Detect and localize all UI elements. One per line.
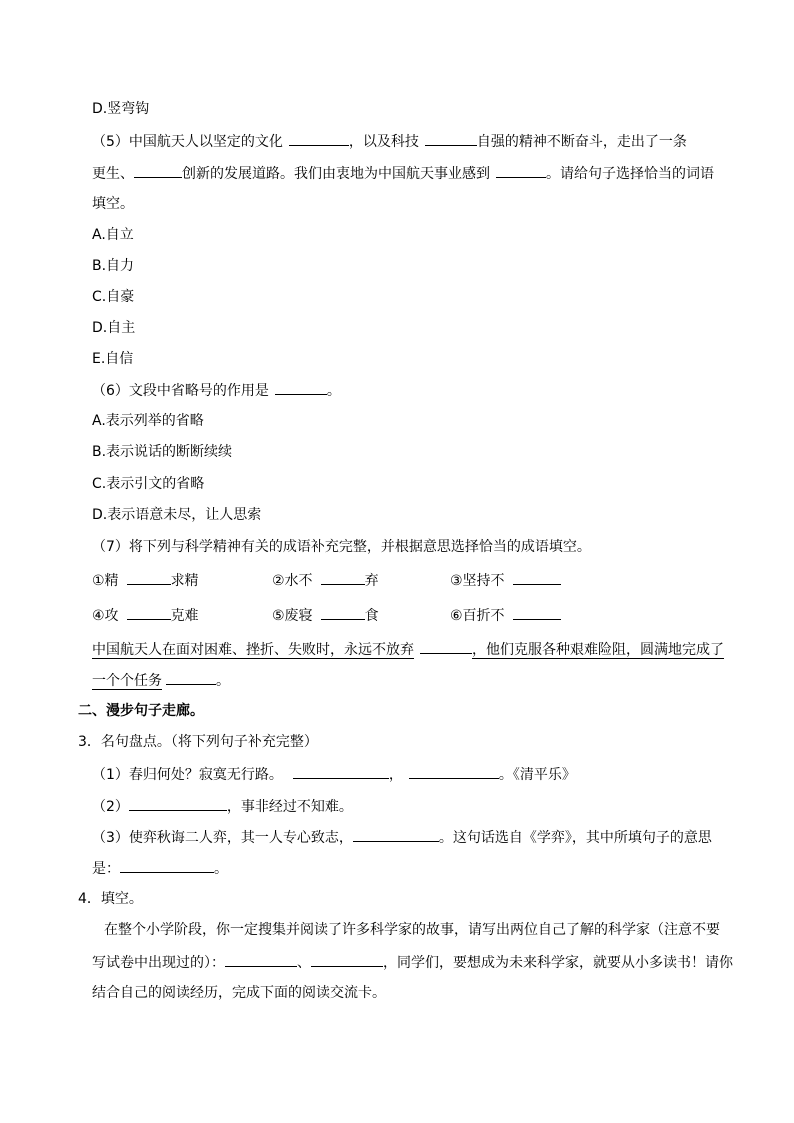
q5-option-a[interactable]: A.自立 (92, 227, 134, 243)
idiom-2-blank[interactable] (321, 570, 365, 585)
q3-line3 (92, 827, 712, 848)
q3-line2 (92, 796, 353, 817)
q3-title: 3．名句盘点。（将下列句子补充完整） (78, 734, 318, 750)
q4-text-c: ，同学们，要想成为未来科学家，就要从小多读书！请你 (383, 955, 733, 971)
q5-blank-4[interactable] (496, 163, 546, 178)
q7-sentence-line1 (92, 639, 724, 660)
q3-text-b: ， (388, 767, 403, 783)
idiom-3-a: ③坚持不 (450, 573, 505, 589)
q3-text-h: 是： (92, 861, 120, 877)
q5-text-a: （5）中国航天人以坚定的文化 (92, 134, 283, 150)
idiom-3-blank[interactable] (513, 570, 561, 585)
q5-option-b[interactable]: B.自力 (92, 258, 135, 274)
q4-blank-2[interactable] (311, 952, 383, 967)
q4-text-b: 、 (297, 955, 311, 971)
q3-text-f: （3）使弈秋诲二人弈，其一人专心致志， (92, 830, 353, 846)
q6-option-c[interactable]: C.表示引文的省略 (92, 476, 205, 492)
q4-text-a: 写试卷中出现过的）： (92, 955, 225, 971)
q5-option-c[interactable]: C.自豪 (92, 289, 135, 305)
idiom-4-a: ④攻 (92, 608, 119, 624)
q4-line3: 结合自己的阅读经历，完成下面的阅读交流卡。 (92, 985, 386, 1001)
q5-line2 (92, 163, 714, 184)
q6-option-d[interactable]: D.表示语意未尽，让人思索 (92, 507, 262, 523)
q5-text-c: 自强的精神不断奋斗，走出了一条 (476, 134, 687, 150)
idiom-4-blank[interactable] (127, 605, 171, 620)
q3-line4 (92, 858, 228, 879)
q3-text-i: 。 (214, 861, 228, 877)
section-2-title: 二、漫步句子走廊。 (78, 703, 204, 719)
q6-text-a: （6）文段中省略号的作用是 (92, 383, 269, 399)
q4-line2 (92, 952, 733, 973)
idiom-5-blank[interactable] (321, 605, 365, 620)
idiom-2-b: 弃 (364, 573, 379, 589)
q3-line1 (92, 764, 576, 785)
q7-blank-b[interactable] (166, 670, 216, 685)
q3-text-e: ，事非经过不知难。 (226, 799, 353, 815)
idiom-2 (272, 570, 379, 591)
q5-blank-2[interactable] (425, 131, 477, 146)
q5-text-b: ，以及科技 (348, 134, 419, 150)
q5-option-d[interactable]: D.自主 (92, 320, 136, 336)
q3-text-g: 。这句话选自《学弈》，其中所填句子的意思 (438, 830, 712, 846)
idiom-1 (92, 570, 199, 591)
q3-blank-2[interactable] (409, 764, 499, 779)
q5-text-e: 创新的发展道路。我们由衷地为中国航天事业感到 (182, 166, 490, 182)
q7-sentence-text-b: ，他们克服各种艰难险阻，圆满地完成了 (472, 642, 724, 658)
q7-sentence-text-d: 。 (216, 673, 230, 689)
q5-blank-1[interactable] (289, 131, 349, 146)
q3-blank-5[interactable] (120, 858, 214, 873)
q5-line3: 填空。 (92, 196, 134, 212)
q4-blank-1[interactable] (225, 952, 297, 967)
idiom-1-b: 求精 (170, 573, 199, 589)
q4-line1: 在整个小学阶段，你一定搜集并阅读了许多科学家的故事，请写出两位自己了解的科学家（注意不要 (104, 922, 720, 938)
q5-line1 (92, 131, 687, 152)
idiom-2-a: ②水不 (272, 573, 313, 589)
q3-blank-4[interactable] (353, 827, 439, 842)
q3-text-c: 。《清平乐》 (498, 767, 576, 783)
q5-text-d: 更生、 (92, 166, 134, 182)
q7-sentence-line2 (92, 670, 230, 691)
q3-text-d: （2） (92, 799, 129, 815)
q5-text-f: 。请给句子选择恰当的词语 (546, 166, 714, 182)
q6-text-b: 。 (326, 383, 341, 399)
idiom-6 (450, 605, 561, 626)
idiom-6-a: ⑥百折不 (450, 608, 505, 624)
idiom-5 (272, 605, 379, 626)
q3-text-a: （1）春归何处？寂寞无行路。 (92, 767, 283, 783)
q6-option-a[interactable]: A.表示列举的省略 (92, 413, 204, 429)
idiom-6-blank[interactable] (513, 605, 561, 620)
q5-blank-3[interactable] (134, 163, 182, 178)
idiom-1-blank[interactable] (127, 570, 171, 585)
idiom-4 (92, 605, 199, 626)
q3-blank-1[interactable] (293, 764, 389, 779)
option-d-prev: D.竖弯钩 (92, 101, 150, 117)
idiom-5-a: ⑤废寝 (272, 608, 313, 624)
q6-blank[interactable] (275, 380, 327, 395)
idiom-5-b: 食 (364, 608, 379, 624)
q7-prompt: （7）将下列与科学精神有关的成语补充完整，并根据意思选择恰当的成语填空。 (92, 539, 591, 555)
q7-blank-a[interactable] (420, 639, 472, 654)
q6-prompt (92, 380, 341, 401)
q3-blank-3[interactable] (129, 796, 227, 811)
q7-sentence-text-a: 中国航天人在面对困难、挫折、失败时，永远不放弃 (92, 642, 414, 658)
q6-option-b[interactable]: B.表示说话的断断续续 (92, 444, 233, 460)
idiom-3 (450, 570, 561, 591)
q5-option-e[interactable]: E.自信 (92, 351, 134, 367)
idiom-1-a: ①精 (92, 573, 119, 589)
idiom-4-b: 克难 (170, 608, 199, 624)
q4-title: 4．填空。 (78, 891, 143, 907)
q7-sentence-text-c: 一个个任务 (92, 673, 162, 689)
